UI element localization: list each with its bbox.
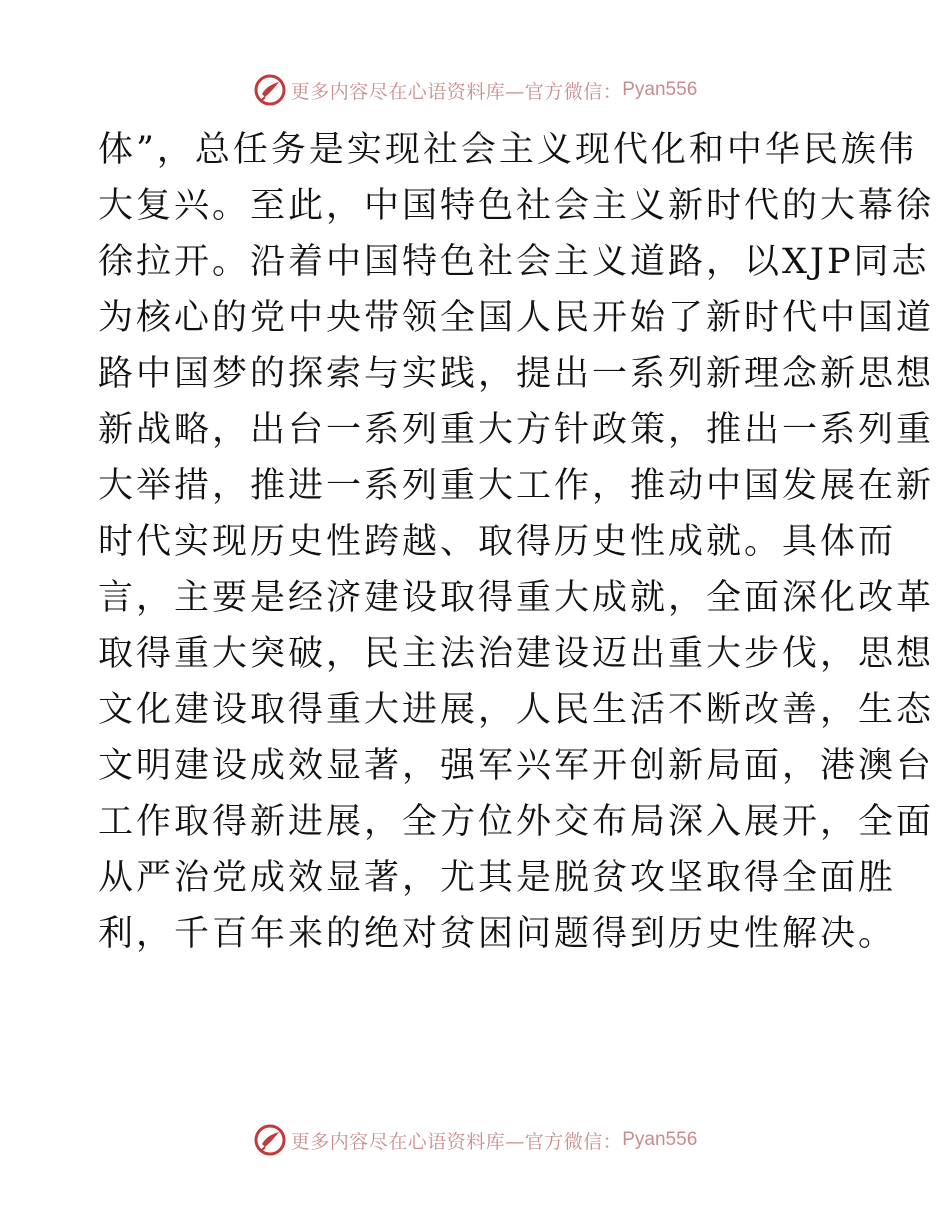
footer-watermark — [0, 1120, 950, 1160]
text-line: 文化建设取得重大进展，人民生活不断改善，生态 — [98, 690, 935, 730]
text-line: 时代实现历史性跨越、取得历史性成就。具体而 — [98, 522, 897, 562]
text-line: 新战略，出台一系列重大方针政策，推出一系列重 — [98, 410, 935, 450]
text-line: 从严治党成效显著，尤其是脱贫攻坚取得全面胜 — [98, 858, 897, 898]
logo-icon — [253, 1123, 287, 1157]
text-line: 体”，总任务是实现社会主义现代化和中华民族伟 — [98, 130, 917, 170]
document-body — [98, 122, 935, 962]
watermark-wechat-id: Pyan556 — [622, 79, 698, 100]
watermark-text: 更多内容尽在心语资料库—官方微信： — [290, 1130, 623, 1153]
text-line: 路中国梦的探索与实践，提出一系列新理念新思想 — [98, 354, 935, 394]
logo-icon — [253, 73, 287, 107]
text-line: 利，千百年来的绝对贫困问题得到历史性解决。 — [98, 914, 897, 954]
text-line: 文明建设成效显著，强军兴军开创新局面，港澳台 — [98, 746, 935, 786]
text-line: 取得重大突破，民主法治建设迈出重大步伐，思想 — [98, 634, 935, 674]
watermark-text: 更多内容尽在心语资料库—官方微信： — [290, 80, 623, 103]
text-line: 为核心的党中央带领全国人民开始了新时代中国道 — [98, 298, 935, 338]
text-line: 工作取得新进展，全方位外交布局深入展开，全面 — [98, 802, 935, 842]
header-watermark — [0, 70, 950, 110]
text-line: 大复兴。至此，中国特色社会主义新时代的大幕徐 — [98, 186, 935, 226]
text-line: 言，主要是经济建设取得重大成就，全面深化改革 — [98, 578, 935, 618]
text-line: 徐拉开。沿着中国特色社会主义道路，以XJP同志 — [98, 242, 930, 282]
text-line: 大举措，推进一系列重大工作，推动中国发展在新 — [98, 466, 935, 506]
watermark-wechat-id: Pyan556 — [622, 1129, 698, 1150]
